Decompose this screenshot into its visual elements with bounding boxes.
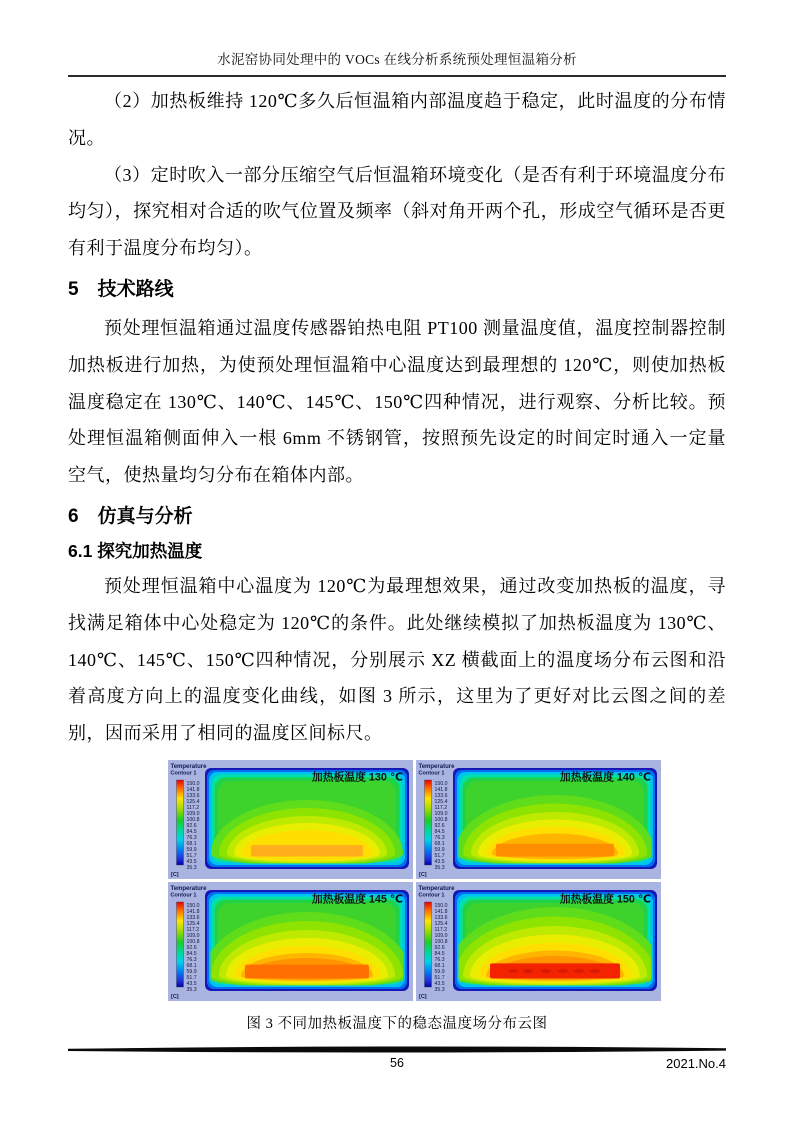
figure-3-caption: 图 3 不同加热板温度下的稳态温度场分布云图	[246, 1015, 548, 1032]
svg-text:Contour 1: Contour 1	[170, 892, 197, 899]
svg-text:51.7: 51.7	[186, 852, 197, 859]
contour-panel-145	[168, 882, 413, 1001]
svg-text:76.3: 76.3	[186, 834, 197, 841]
svg-text:76.3: 76.3	[434, 834, 445, 841]
footer-rule	[68, 1046, 726, 1054]
svg-text:加热板温度 145 ℃: 加热板温度 145 ℃	[311, 893, 403, 906]
svg-text:68.1: 68.1	[434, 962, 445, 969]
svg-text:68.1: 68.1	[186, 962, 197, 969]
svg-text:109.0: 109.0	[186, 810, 200, 817]
svg-text:35.3: 35.3	[434, 986, 445, 993]
svg-text:51.7: 51.7	[434, 852, 445, 859]
svg-text:35.3: 35.3	[434, 864, 445, 871]
contour-panel-130	[168, 760, 413, 879]
svg-text:141.8: 141.8	[186, 908, 200, 915]
svg-text:76.3: 76.3	[434, 956, 445, 963]
svg-text:Temperature: Temperature	[418, 885, 455, 892]
svg-text:Temperature: Temperature	[418, 763, 455, 770]
contour-panel-150	[416, 882, 661, 1001]
section-5-paragraph: 预处理恒温箱通过温度传感器铂热电阻 PT100 测量温度值，温度控制器控制加热板进行加热，为使预处理恒温箱中心温度达到最理想的 120℃，则使加热板温度稳定在 130℃、140℃、145℃、150℃四种情况，进行观察、分析比较。预处理恒温箱侧面伸入一根 6mm 不锈钢管，按照预先设定的时间定时通入一定量空气，使热量均匀分布在箱体内部。	[68, 317, 726, 486]
svg-text:43.5: 43.5	[434, 858, 445, 865]
svg-text:[C]: [C]	[419, 871, 427, 878]
page-number: 56	[390, 1056, 404, 1070]
svg-text:84.5: 84.5	[186, 950, 197, 957]
figure-3	[68, 760, 726, 1033]
svg-text:加热板温度 150 ℃: 加热板温度 150 ℃	[559, 893, 651, 906]
svg-text:117.2: 117.2	[186, 804, 200, 811]
contour-panel-140	[416, 760, 661, 879]
svg-text:[C]: [C]	[171, 871, 179, 878]
svg-text:84.5: 84.5	[434, 950, 445, 957]
svg-text:84.5: 84.5	[186, 828, 197, 835]
svg-text:125.4: 125.4	[434, 798, 448, 805]
contour-panel-grid	[168, 760, 661, 1001]
page-footer	[68, 1046, 726, 1076]
svg-text:Temperature: Temperature	[170, 885, 207, 892]
svg-text:68.1: 68.1	[434, 840, 445, 847]
body-text	[68, 77, 726, 752]
svg-text:76.3: 76.3	[186, 956, 197, 963]
svg-text:59.9: 59.9	[434, 846, 445, 853]
svg-text:35.3: 35.3	[186, 986, 197, 993]
issue-label: 2021.No.4	[666, 1056, 726, 1071]
svg-text:100.8: 100.8	[186, 816, 200, 823]
svg-text:100.8: 100.8	[434, 816, 448, 823]
svg-text:Contour 1: Contour 1	[418, 770, 445, 777]
svg-text:109.0: 109.0	[434, 810, 448, 817]
svg-text:133.6: 133.6	[434, 792, 448, 799]
svg-text:141.8: 141.8	[434, 786, 448, 793]
svg-text:Contour 1: Contour 1	[418, 892, 445, 899]
svg-text:150.0: 150.0	[186, 780, 200, 787]
svg-text:加热板温度 130 ℃: 加热板温度 130 ℃	[311, 771, 403, 784]
svg-text:59.9: 59.9	[186, 846, 197, 853]
svg-text:[C]: [C]	[171, 993, 179, 1000]
svg-text:43.5: 43.5	[434, 980, 445, 987]
svg-text:133.6: 133.6	[434, 914, 448, 921]
svg-text:68.1: 68.1	[186, 840, 197, 847]
section-6-1-heading: 6.1 探究加热温度	[68, 540, 203, 561]
svg-text:43.5: 43.5	[186, 858, 197, 865]
section-5-heading: 5 技术路线	[68, 278, 174, 300]
svg-text:133.6: 133.6	[186, 792, 200, 799]
svg-text:109.0: 109.0	[434, 932, 448, 939]
svg-text:92.6: 92.6	[186, 944, 197, 951]
svg-text:150.0: 150.0	[186, 902, 200, 909]
page-content	[68, 0, 726, 1033]
svg-text:100.8: 100.8	[186, 938, 200, 945]
svg-text:35.3: 35.3	[186, 864, 197, 871]
svg-text:92.6: 92.6	[434, 822, 445, 829]
svg-text:[C]: [C]	[419, 993, 427, 1000]
svg-text:Temperature: Temperature	[170, 763, 207, 770]
svg-text:133.6: 133.6	[186, 914, 200, 921]
svg-text:141.8: 141.8	[434, 908, 448, 915]
svg-text:117.2: 117.2	[186, 926, 200, 933]
svg-text:150.0: 150.0	[434, 780, 448, 787]
svg-text:92.6: 92.6	[186, 822, 197, 829]
svg-text:117.2: 117.2	[434, 926, 448, 933]
footer-line	[68, 1056, 726, 1076]
svg-text:141.8: 141.8	[186, 786, 200, 793]
svg-text:125.4: 125.4	[186, 798, 200, 805]
svg-text:43.5: 43.5	[186, 980, 197, 987]
paragraph-item-3: （3）定时吹入一部分压缩空气后恒温箱环境变化（是否有利于环境温度分布均匀），探究相对合适的吹气位置及频率（斜对角开两个孔，形成空气循环是否更有利于温度分布均匀）。	[68, 164, 726, 259]
svg-text:150.0: 150.0	[434, 902, 448, 909]
svg-text:92.6: 92.6	[434, 944, 445, 951]
svg-text:51.7: 51.7	[434, 974, 445, 981]
svg-text:59.9: 59.9	[186, 968, 197, 975]
svg-text:125.4: 125.4	[434, 920, 448, 927]
svg-text:117.2: 117.2	[434, 804, 448, 811]
section-6-1-paragraph: 预处理恒温箱中心温度为 120℃为最理想效果，通过改变加热板的温度，寻找满足箱体中心处稳定为 120℃的条件。此处继续模拟了加热板温度为 130℃、140℃、145℃、150℃四种情况，分别展示 XZ 横截面上的温度场分布云图和沿着高度方向上的温度变化曲线，如图 3 所示，这里为了更好对比云图之间的差别，因而采用了相同的温度区间标尺。	[68, 575, 726, 744]
section-6-heading: 6 仿真与分析	[68, 505, 193, 527]
svg-text:100.8: 100.8	[434, 938, 448, 945]
svg-text:109.0: 109.0	[186, 932, 200, 939]
svg-text:125.4: 125.4	[186, 920, 200, 927]
paragraph-item-2: （2）加热板维持 120℃多久后恒温箱内部温度趋于稳定，此时温度的分布情况。	[68, 91, 726, 148]
svg-text:加热板温度 140 ℃: 加热板温度 140 ℃	[559, 771, 651, 784]
running-header-title: 水泥窑协同处理中的 VOCs 在线分析系统预处理恒温箱分析	[217, 52, 577, 67]
svg-text:Contour 1: Contour 1	[170, 770, 197, 777]
svg-text:84.5: 84.5	[434, 828, 445, 835]
svg-text:59.9: 59.9	[434, 968, 445, 975]
svg-text:51.7: 51.7	[186, 974, 197, 981]
running-header	[68, 0, 726, 77]
